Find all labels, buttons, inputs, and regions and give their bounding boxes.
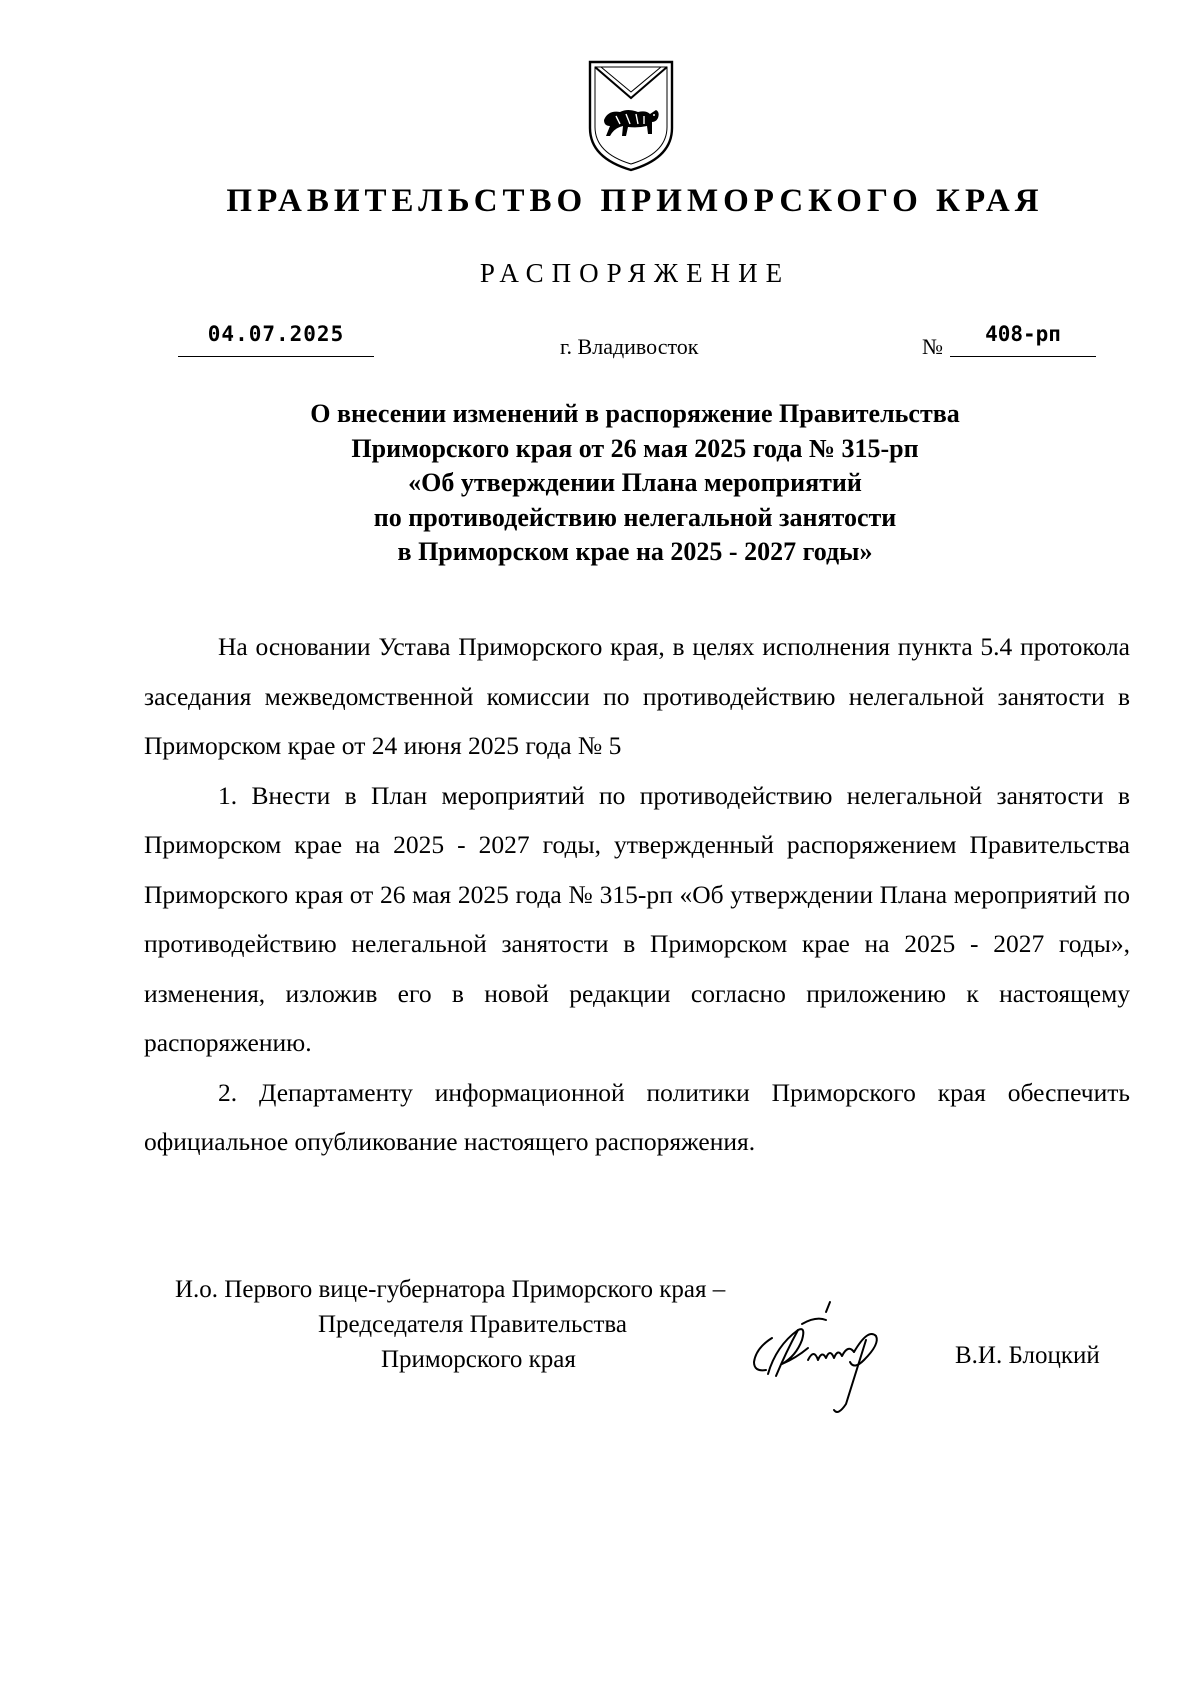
signer-name: В.И. Блоцкий bbox=[955, 1342, 1100, 1369]
date-field bbox=[178, 316, 374, 357]
position-line-2: Председателя Правительства bbox=[318, 1311, 627, 1338]
position-line-3: Приморского края bbox=[381, 1346, 576, 1373]
title-line: О внесении изменений в распоряжение Правительства bbox=[310, 399, 960, 428]
government-title: ПРАВИТЕЛЬСТВО ПРИМОРСКОГО КРАЯ bbox=[226, 183, 1044, 219]
preamble-paragraph: На основании Устава Приморского края, в целях исполнения пункта 5.4 протокола заседания межведомственной комиссии по противодействию нелегальной занятости в Приморском крае от 24 июня 2025 года № 5 bbox=[144, 632, 1130, 760]
document-number: 408-рп bbox=[985, 322, 1061, 346]
document-body bbox=[144, 622, 1130, 1167]
number-field bbox=[950, 316, 1096, 357]
number-label: № bbox=[922, 334, 943, 359]
document-city: г. Владивосток bbox=[560, 334, 699, 359]
handwritten-signature bbox=[742, 1300, 922, 1425]
item-1-paragraph: 1. Внести в План мероприятий по противодействию нелегальной занятости в Приморском крае на 2025 - 2027 годы, утвержденный распоряжением Правительства Приморского края от 26 мая 2025 года № 315-рп «Об утверждении Плана мероприятий по противодействию нелегальной занятости в Приморском крае на 2025 - 2027 годы», изменения, изложив его в новой редакции согласно приложению к настоящему распоряжению. bbox=[144, 780, 1130, 1057]
document-type: РАСПОРЯЖЕНИЕ bbox=[479, 258, 791, 288]
title-line: в Приморском крае на 2025 - 2027 годы» bbox=[397, 537, 873, 566]
title-line: по противодействию нелегальной занятости bbox=[373, 502, 897, 532]
title-line: Приморского края от 26 мая 2025 года № 315-рп bbox=[351, 433, 919, 463]
document-title bbox=[150, 397, 1120, 570]
title-line: «Об утверждении Плана мероприятий bbox=[408, 468, 862, 497]
coat-of-arms-emblem bbox=[586, 58, 676, 174]
document-date: 04.07.2025 bbox=[207, 322, 345, 346]
position-line-1: И.о. Первого вице-губернатора Приморского края – bbox=[175, 1276, 726, 1303]
item-2-paragraph: 2. Департаменту информационной политики Приморского края обеспечить официальное опубликование настоящего распоряжения. bbox=[144, 1077, 1130, 1156]
